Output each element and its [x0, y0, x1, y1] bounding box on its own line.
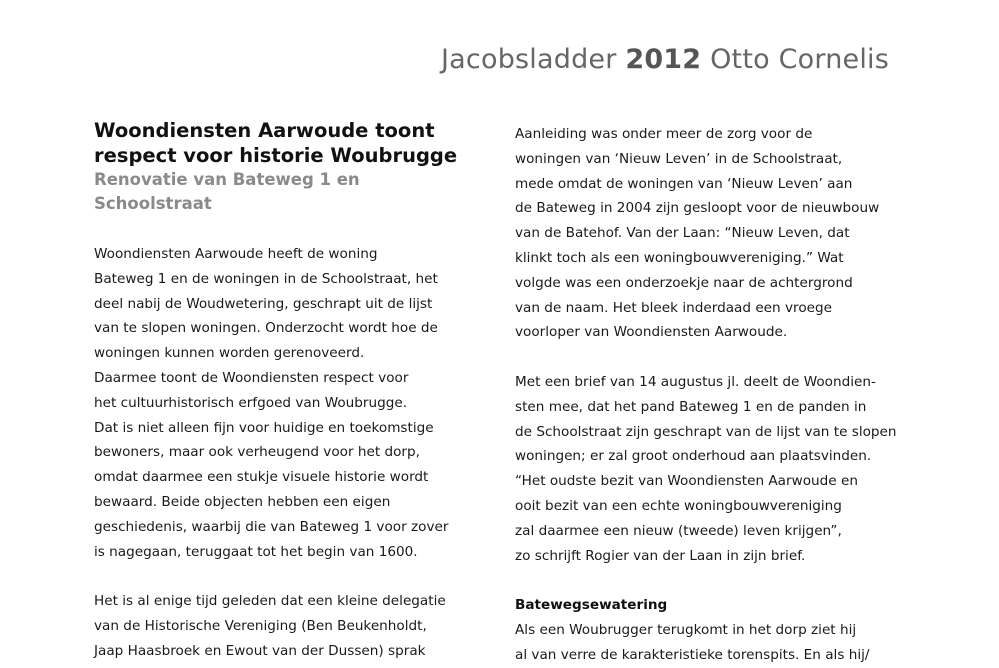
text-line: Daarmee toont de Woondiensten respect voor: [94, 369, 409, 386]
right-paragraph-2: [515, 370, 905, 568]
text-line: ooit bezit van een echte woningbouwvereniging: [515, 497, 842, 514]
text-line: Dat is niet alleen fijn voor huidige en toekomstige: [94, 419, 434, 436]
text-line: omdat daarmee een stukje visuele historie wordt: [94, 469, 429, 486]
text-line: Jaap Haasbroek en Ewout van der Dussen) sprak: [94, 642, 426, 659]
header-series: Jacobsladder: [441, 44, 617, 75]
text-line: van de naam. Het bleek inderdaad een vroege: [515, 299, 832, 316]
text-line: “Het oudste bezit van Woondiensten Aarwoude en: [515, 473, 858, 490]
left-column: [94, 118, 484, 664]
right-column: [515, 122, 905, 668]
right-paragraph-3: [515, 618, 905, 668]
text-line: al van verre de karakteristieke torenspits. En als hij/: [515, 646, 870, 663]
text-line: geschiedenis, waarbij die van Bateweg 1 voor zover: [94, 518, 449, 535]
text-line: is nagegaan, teruggaat tot het begin van 1600.: [94, 543, 418, 560]
right-paragraph-1: [515, 122, 905, 345]
text-line: de Schoolstraat zijn geschrapt van de lijst van te slopen: [515, 423, 897, 440]
header-author: Otto Cornelis: [710, 44, 889, 75]
text-line: van de Historische Vereniging (Ben Beukenholdt,: [94, 617, 427, 634]
headline-line: respect voor historie Woubrugge: [94, 144, 458, 167]
subheadline-line: Renovatie van Bateweg 1 en: [94, 170, 360, 189]
text-line: het cultuurhistorisch erfgoed van Woubrugge.: [94, 394, 408, 411]
text-line: volgde was een onderzoekje naar de achtergrond: [515, 274, 853, 291]
text-line: Het is al enige tijd geleden dat een kleine delegatie: [94, 593, 446, 610]
text-line: voorloper van Woondiensten Aarwoude.: [515, 324, 788, 341]
text-line: Woondiensten Aarwoude heeft de woning: [94, 246, 378, 262]
text-line: zal daarmee een nieuw (tweede) leven krijgen”,: [515, 522, 842, 539]
text-line: zo schrijft Rogier van der Laan in zijn brief.: [515, 547, 806, 564]
section-title: Batewegsewatering: [515, 597, 668, 614]
headline-line: Woondiensten Aarwoude toont: [94, 119, 435, 142]
left-paragraph-1: [94, 242, 484, 564]
text-line: van te slopen woningen. Onderzocht wordt hoe de: [94, 320, 438, 337]
text-line: bewaard. Beide objecten hebben een eigen: [94, 493, 391, 510]
text-line: Met een brief van 14 augustus jl. deelt de Woondien-: [515, 373, 876, 390]
text-line: Aanleiding was onder meer de zorg voor de: [515, 126, 813, 142]
text-line: Als een Woubrugger terugkomt in het dorp ziet hij: [515, 621, 857, 638]
subheadline-line: Schoolstraat: [94, 194, 212, 213]
left-paragraph-2: [94, 589, 484, 663]
article-subheadline: [94, 168, 484, 216]
header-year: 2012: [625, 44, 702, 75]
text-line: mede omdat de woningen van ‘Nieuw Leven’ aan: [515, 175, 853, 192]
text-line: de Bateweg in 2004 zijn gesloopt voor de nieuwbouw: [515, 200, 880, 217]
page-header: [441, 44, 889, 75]
text-line: woningen kunnen worden gerenoveerd.: [94, 345, 365, 362]
text-line: bewoners, maar ook verheugend voor het dorp,: [94, 444, 420, 461]
text-line: klinkt toch als een woningbouwvereniging.” Wat: [515, 249, 844, 266]
text-line: Bateweg 1 en de woningen in de Schoolstraat, het: [94, 270, 438, 287]
article-headline: [94, 118, 484, 168]
text-line: sten mee, dat het pand Bateweg 1 en de panden in: [515, 398, 867, 415]
text-line: woningen van ‘Nieuw Leven’ in de Schoolstraat,: [515, 150, 843, 167]
text-line: deel nabij de Woudwetering, geschrapt uit de lijst: [94, 295, 433, 312]
text-line: van de Batehof. Van der Laan: “Nieuw Leven, dat: [515, 225, 850, 242]
text-line: woningen; er zal groot onderhoud aan plaatsvinden.: [515, 448, 872, 465]
